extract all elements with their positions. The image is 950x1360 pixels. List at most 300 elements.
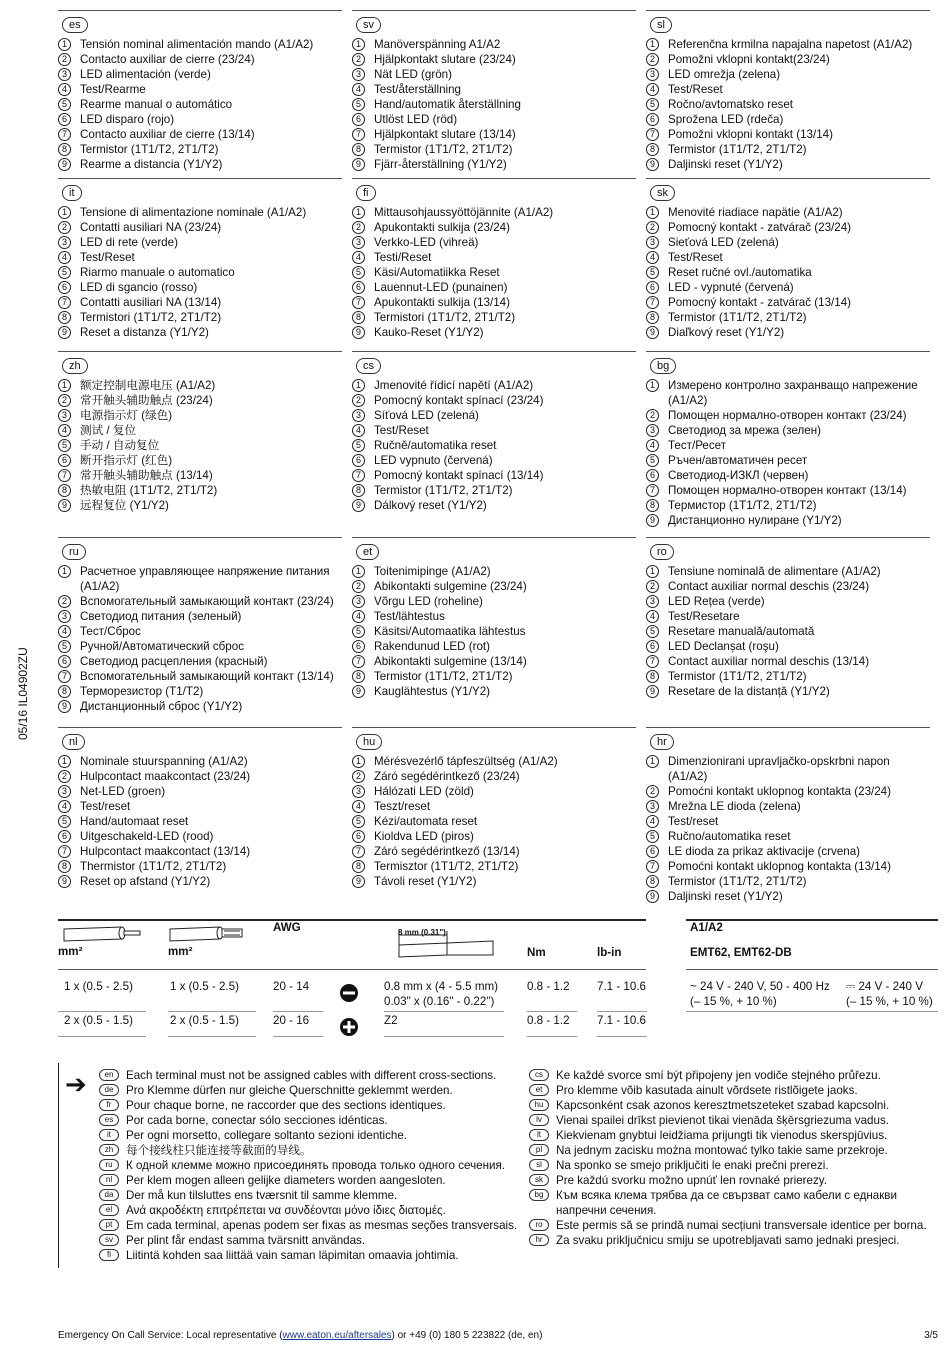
item-label: Светодиод питания (зеленый) xyxy=(80,610,242,623)
item-number: 7 xyxy=(646,860,659,873)
item-number: 1 xyxy=(352,755,365,768)
language-badge: ro xyxy=(650,544,674,560)
legend-item xyxy=(352,325,636,340)
item-number: 6 xyxy=(352,640,365,653)
item-number: 8 xyxy=(646,311,659,324)
language-badge: bg xyxy=(650,358,676,374)
item-number: 6 xyxy=(352,830,365,843)
legend-item xyxy=(58,784,342,799)
language-badge: et xyxy=(356,544,379,560)
legend-item xyxy=(352,280,636,295)
legend-item xyxy=(58,67,342,82)
item-label: LED di rete (verde) xyxy=(80,236,178,249)
item-label: Tensión nominal alimentación mando (A1/A2) xyxy=(80,38,314,51)
item-number: 9 xyxy=(352,685,365,698)
item-label: Daljinski reset (Y1/Y2) xyxy=(668,158,783,171)
legend-item xyxy=(58,393,342,408)
item-number: 2 xyxy=(646,53,659,66)
note-lang-badge: fi xyxy=(99,1249,119,1261)
notes-left-column xyxy=(99,1068,529,1263)
item-number: 6 xyxy=(646,281,659,294)
language-badge: ru xyxy=(62,544,86,560)
item-label: Contact auxiliar normal deschis (13/14) xyxy=(668,655,870,668)
item-number: 8 xyxy=(58,685,71,698)
item-number: 8 xyxy=(58,484,71,497)
language-badge: nl xyxy=(62,734,85,750)
cross-section-notes xyxy=(58,1063,938,1268)
item-number: 1 xyxy=(58,38,71,51)
language-badge: hr xyxy=(650,734,674,750)
note-lang-badge: cs xyxy=(529,1069,549,1081)
note-line xyxy=(529,1083,939,1098)
note-line xyxy=(529,1173,939,1188)
note-line xyxy=(529,1068,939,1083)
legend-item xyxy=(352,37,636,52)
item-number: 5 xyxy=(352,625,365,638)
item-number: 2 xyxy=(646,221,659,234)
item-label: Tensiune nominală de alimentare (A1/A2) xyxy=(668,565,881,578)
item-number: 5 xyxy=(58,815,71,828)
col2-unit: mm² xyxy=(168,945,193,958)
legend-item xyxy=(352,295,636,310)
aftersales-link[interactable]: www.eaton.eu/aftersales xyxy=(282,1330,392,1341)
item-label: Távoli reset (Y1/Y2) xyxy=(374,875,477,888)
item-number: 6 xyxy=(58,113,71,126)
item-label: LED di sgancio (rosso) xyxy=(80,281,198,294)
legend-item xyxy=(646,594,930,609)
item-label: Termisztor (1T1/T2, 2T1/T2) xyxy=(374,860,519,873)
legend-item xyxy=(58,280,342,295)
notes-right-column xyxy=(529,1068,939,1248)
language-legend-grid xyxy=(58,10,940,903)
item-label: Käsitsi/Automaatika lähtestus xyxy=(374,625,526,638)
item-number: 4 xyxy=(58,424,71,437)
item-label: Contacto auxiliar de cierre (23/24) xyxy=(80,53,255,66)
item-label: LED - vypnuté (červená) xyxy=(668,281,794,294)
legend-item xyxy=(58,265,342,280)
item-number: 1 xyxy=(352,379,365,392)
item-label: Тест/Ресет xyxy=(668,439,727,452)
legend-item xyxy=(646,52,930,67)
item-number: 4 xyxy=(646,83,659,96)
note-text: Liitintä kohden saa liittää vain saman läpimitan omaavia johtimia. xyxy=(126,1249,459,1262)
legend-item xyxy=(58,310,342,325)
item-number: 1 xyxy=(58,206,71,219)
legend-item xyxy=(352,498,636,513)
legend-item xyxy=(58,483,342,498)
item-label: 额定控制电源电压 (A1/A2) xyxy=(80,379,216,392)
item-label: Ručně/automatika reset xyxy=(374,439,497,452)
note-text: Per klem mogen alleen gelijke diameters worden aangesloten. xyxy=(126,1174,446,1187)
item-number: 1 xyxy=(646,38,659,51)
item-number: 2 xyxy=(58,221,71,234)
legend-block-et xyxy=(352,537,646,727)
legend-item xyxy=(646,513,930,528)
item-number: 1 xyxy=(646,565,659,578)
legend-item xyxy=(352,127,636,142)
item-number: 3 xyxy=(352,595,365,608)
item-label: Термистор (1T1/T2, 2T1/T2) xyxy=(668,499,817,512)
item-label: Mrežna LE dioda (zelena) xyxy=(668,800,801,813)
legend-item xyxy=(646,639,930,654)
note-lang-badge: bg xyxy=(529,1189,549,1201)
item-number: 3 xyxy=(646,800,659,813)
legend-item xyxy=(352,594,636,609)
item-number: 1 xyxy=(58,379,71,392)
item-label: Reset a distanza (Y1/Y2) xyxy=(80,326,209,339)
item-label: Pomožni vklopni kontakt (13/14) xyxy=(668,128,833,141)
note-lang-badge: fr xyxy=(99,1099,119,1111)
item-number: 8 xyxy=(352,311,365,324)
item-number: 8 xyxy=(352,860,365,873)
legend-item xyxy=(58,684,342,699)
item-number: 1 xyxy=(646,379,659,392)
note-lang-badge: lv xyxy=(529,1114,549,1126)
item-number: 7 xyxy=(352,128,365,141)
item-label: Помощен нормално-отворен контакт (13/14) xyxy=(668,484,907,497)
note-line xyxy=(99,1098,529,1113)
item-label: Nät LED (grön) xyxy=(374,68,452,81)
legend-item xyxy=(58,37,342,52)
legend-item xyxy=(58,874,342,889)
legend-item xyxy=(352,814,636,829)
legend-item xyxy=(58,112,342,127)
item-label: LED vypnuto (červená) xyxy=(374,454,493,467)
legend-item xyxy=(646,408,930,423)
item-label: Test/Reset xyxy=(374,424,429,437)
legend-item xyxy=(58,378,342,393)
page-number: 3/5 xyxy=(924,1330,938,1341)
item-number: 1 xyxy=(352,206,365,219)
language-badge: sl xyxy=(650,17,672,33)
item-label: Вспомогательный замыкающий контакт (23/24) xyxy=(80,595,334,608)
legend-item xyxy=(646,814,930,829)
item-label: Võrgu LED (roheline) xyxy=(374,595,483,608)
legend-item xyxy=(58,699,342,714)
note-text: Za svaku priključnicu smiju se upotrebljavati samo jednaki presjeci. xyxy=(556,1234,900,1247)
legend-item xyxy=(58,423,342,438)
note-text: Ke každé svorce smí být připojeny jen vodiče stejného průřezu. xyxy=(556,1069,881,1082)
item-label: Дистанционно нулиране (Y1/Y2) xyxy=(668,514,842,527)
item-number: 8 xyxy=(58,311,71,324)
legend-block-hr xyxy=(646,727,940,903)
item-number: 7 xyxy=(646,296,659,309)
item-label: Termistor (1T1/T2, 2T1/T2) xyxy=(374,143,513,156)
note-line xyxy=(529,1158,939,1173)
item-number: 5 xyxy=(58,266,71,279)
note-line xyxy=(529,1098,939,1113)
language-badge: fi xyxy=(356,185,376,201)
item-label: Termistor (1T1/T2, 2T1/T2) xyxy=(668,670,807,683)
legend-item xyxy=(58,408,342,423)
legend-item xyxy=(352,624,636,639)
item-number: 3 xyxy=(646,68,659,81)
note-text: Na jednym zacisku można montować tylko takie same przekroje. xyxy=(556,1144,888,1157)
item-label: Hjälpkontakt slutare (13/14) xyxy=(374,128,516,141)
legend-item xyxy=(646,423,930,438)
item-number: 9 xyxy=(352,158,365,171)
torque-nm-header: Nm xyxy=(527,946,546,959)
item-label: Contacto auxiliar de cierre (13/14) xyxy=(80,128,255,141)
note-lang-badge: sv xyxy=(99,1234,119,1246)
legend-item xyxy=(58,127,342,142)
item-number: 3 xyxy=(352,68,365,81)
col1-unit: mm² xyxy=(58,945,83,958)
legend-item xyxy=(352,250,636,265)
legend-item xyxy=(646,844,930,859)
item-number: 3 xyxy=(58,610,71,623)
legend-item xyxy=(352,654,636,669)
note-text: Em cada terminal, apenas podem ser fixas as mesmas seções transversais. xyxy=(126,1219,518,1232)
legend-item xyxy=(352,82,636,97)
item-label: Záró segédérintkező (23/24) xyxy=(374,770,520,783)
item-number: 7 xyxy=(352,655,365,668)
item-number: 5 xyxy=(58,98,71,111)
legend-item xyxy=(646,127,930,142)
legend-block-bg xyxy=(646,351,940,537)
note-text: Por cada borne, conectar sólo secciones idénticas. xyxy=(126,1114,388,1127)
item-number: 4 xyxy=(58,251,71,264)
legend-item xyxy=(352,784,636,799)
item-number: 2 xyxy=(58,53,71,66)
legend-item xyxy=(58,295,342,310)
item-label: Záró segédérintkező (13/14) xyxy=(374,845,520,858)
legend-item xyxy=(58,97,342,112)
legend-item xyxy=(352,205,636,220)
legend-item xyxy=(646,142,930,157)
item-label: LED omrežja (zelena) xyxy=(668,68,781,81)
item-label: 常开触头辅助触点 (23/24) xyxy=(80,394,213,407)
item-label: Mérésvezérlő tápfeszültség (A1/A2) xyxy=(374,755,558,768)
legend-item xyxy=(58,250,342,265)
item-label: 测试 / 复位 xyxy=(80,424,137,437)
legend-item xyxy=(58,438,342,453)
legend-item xyxy=(58,669,342,684)
legend-item xyxy=(646,654,930,669)
item-number: 6 xyxy=(646,113,659,126)
row2-lbin: 7.1 - 10.6 xyxy=(597,1014,646,1027)
legend-item xyxy=(352,97,636,112)
legend-item xyxy=(352,157,636,172)
item-label: 常开触头辅助触点 (13/14) xyxy=(80,469,213,482)
item-number: 6 xyxy=(352,454,365,467)
item-label: 远程复位 (Y1/Y2) xyxy=(80,499,169,512)
legend-item xyxy=(646,280,930,295)
item-number: 2 xyxy=(58,770,71,783)
item-label: Termistori (1T1/T2, 2T1/T2) xyxy=(80,311,222,324)
footer-post: ) or +49 (0) 180 5 223822 (de, en) xyxy=(391,1330,543,1341)
item-number: 3 xyxy=(58,236,71,249)
note-text: Este permis să se prindă numai secțiuni transversale identice per borna. xyxy=(556,1219,927,1232)
item-label: 电源指示灯 (绿色) xyxy=(80,409,173,422)
dc-tolerance: (– 15 %, + 10 %) xyxy=(846,995,933,1008)
item-label: Test/Reset xyxy=(668,83,723,96)
legend-block-fi xyxy=(352,178,646,351)
item-number: 5 xyxy=(646,625,659,638)
item-number: 8 xyxy=(352,484,365,497)
legend-item xyxy=(646,220,930,235)
ac-voltage: ~ 24 V - 240 V, 50 - 400 Hz xyxy=(690,980,830,993)
item-label: Termistor (1T1/T2, 2T1/T2) xyxy=(668,143,807,156)
item-label: Contatti ausiliari NA (13/14) xyxy=(80,296,222,309)
item-number: 4 xyxy=(58,83,71,96)
item-number: 2 xyxy=(352,580,365,593)
item-number: 6 xyxy=(646,469,659,482)
legend-item xyxy=(352,579,636,594)
item-label: Termistor (1T1/T2, 2T1/T2) xyxy=(668,311,807,324)
note-lang-badge: ru xyxy=(99,1159,119,1171)
item-label: Riarmo manuale o automatico xyxy=(80,266,235,279)
item-number: 1 xyxy=(352,38,365,51)
item-number: 5 xyxy=(352,815,365,828)
legend-item xyxy=(352,468,636,483)
item-label: Pomocný kontakt spínací (13/14) xyxy=(374,469,544,482)
legend-item xyxy=(58,624,342,639)
note-line xyxy=(529,1143,939,1158)
note-text: Ανά ακροδέκτη επιτρέπεται να συνδέονται μόνο ίδιες διατομές. xyxy=(126,1204,446,1217)
item-number: 7 xyxy=(58,128,71,141)
row1-awg: 20 - 14 xyxy=(273,980,310,993)
legend-row xyxy=(58,537,940,727)
item-number: 9 xyxy=(352,326,365,339)
legend-item xyxy=(58,844,342,859)
note-text: Pre každú svorku možno upnúť len rovnaké prierezy. xyxy=(556,1174,827,1187)
legend-item xyxy=(352,142,636,157)
legend-item xyxy=(58,654,342,669)
item-label: 手动 / 自动复位 xyxy=(80,439,160,452)
legend-item xyxy=(646,784,930,799)
item-number: 1 xyxy=(352,565,365,578)
strip-length: 8 mm (0.31") xyxy=(398,928,446,937)
note-line xyxy=(99,1083,529,1098)
item-label: Помощен нормално-отворен контакт (23/24) xyxy=(668,409,907,422)
item-label: LED alimentación (verde) xyxy=(80,68,211,81)
row1-screw: 0.8 mm x (4 - 5.5 mm) xyxy=(384,980,499,993)
legend-item xyxy=(646,829,930,844)
legend-block-sk xyxy=(646,178,940,351)
note-lang-badge: sk xyxy=(529,1174,549,1186)
note-lang-badge: nl xyxy=(99,1174,119,1186)
item-label: Sprožena LED (rdeča) xyxy=(668,113,784,126)
legend-item xyxy=(646,250,930,265)
item-label: Test/Resetare xyxy=(668,610,740,623)
row1-solid: 1 x (0.5 - 2.5) xyxy=(64,980,133,993)
legend-item xyxy=(646,609,930,624)
torque-lbin-header: lb-in xyxy=(597,946,622,959)
legend-block-ru xyxy=(58,537,352,727)
legend-item xyxy=(58,235,342,250)
item-number: 9 xyxy=(352,875,365,888)
item-number: 2 xyxy=(58,595,71,608)
item-label: Sieťová LED (zelená) xyxy=(668,236,779,249)
note-lang-badge: ro xyxy=(529,1219,549,1231)
legend-item xyxy=(352,112,636,127)
item-number: 8 xyxy=(58,860,71,873)
item-label: Pomožni vklopni kontakt(23/24) xyxy=(668,53,830,66)
legend-block-cs xyxy=(352,351,646,537)
item-label: Abikontakti sulgemine (13/14) xyxy=(374,655,527,668)
note-line xyxy=(99,1128,529,1143)
phillips-screwdriver-icon xyxy=(339,1017,359,1037)
document-code: 05/16 IL04902ZU xyxy=(16,647,30,740)
note-text: Kapcsonként csak azonos keresztmetszeteket szabad kapcsolni. xyxy=(556,1099,890,1112)
item-label: 断开指示灯 (红色) xyxy=(80,454,173,467)
item-label: Verkko-LED (vihreä) xyxy=(374,236,479,249)
item-number: 5 xyxy=(646,454,659,467)
item-number: 5 xyxy=(646,98,659,111)
item-label: Termistor (1T1/T2, 2T1/T2) xyxy=(668,875,807,888)
item-label: Dimenzionirani upravljačko-opskrbni napon (A1/A2) xyxy=(668,755,890,783)
item-label: Тест/Сброс xyxy=(80,625,141,638)
legend-item xyxy=(646,483,930,498)
legend-item xyxy=(352,67,636,82)
legend-item xyxy=(646,205,930,220)
item-number: 7 xyxy=(58,845,71,858)
item-number: 2 xyxy=(646,785,659,798)
item-label: Светодиод-ИЗКЛ (червен) xyxy=(668,469,809,482)
item-label: Rearme a distancia (Y1/Y2) xyxy=(80,158,223,171)
item-number: 5 xyxy=(58,439,71,452)
item-label: Ръчен/автоматичен ресет xyxy=(668,454,808,467)
flat-screwdriver-icon xyxy=(339,983,359,1003)
item-label: Вспомогательный замыкающий контакт (13/14) xyxy=(80,670,334,683)
stranded-wire-icon xyxy=(168,923,248,945)
item-number: 3 xyxy=(58,68,71,81)
item-label: Ručno/automatika reset xyxy=(668,830,791,843)
note-lang-badge: de xyxy=(99,1084,119,1096)
item-label: Reset op afstand (Y1/Y2) xyxy=(80,875,211,888)
legend-item xyxy=(352,844,636,859)
item-label: LED Declanșat (roşu) xyxy=(668,640,779,653)
legend-item xyxy=(352,393,636,408)
item-label: Test/återställning xyxy=(374,83,461,96)
row1-stranded: 1 x (0.5 - 2.5) xyxy=(170,980,239,993)
item-label: Test/Reset xyxy=(668,251,723,264)
note-lang-badge: sl xyxy=(529,1159,549,1171)
item-number: 9 xyxy=(646,685,659,698)
legend-item xyxy=(352,669,636,684)
item-label: Jmenovité řídicí napětí (A1/A2) xyxy=(374,379,534,392)
row1-lbin: 7.1 - 10.6 xyxy=(597,980,646,993)
legend-item xyxy=(352,769,636,784)
legend-item xyxy=(646,97,930,112)
ac-tolerance: (– 15 %, + 10 %) xyxy=(690,995,777,1008)
item-number: 8 xyxy=(352,143,365,156)
item-number: 2 xyxy=(646,580,659,593)
item-label: Contact auxiliar normal deschis (23/24) xyxy=(668,580,870,593)
item-label: Tensione di alimentazione nominale (A1/A2) xyxy=(80,206,307,219)
legend-item xyxy=(352,829,636,844)
item-number: 4 xyxy=(58,800,71,813)
legend-item xyxy=(352,423,636,438)
legend-item xyxy=(58,829,342,844)
item-number: 2 xyxy=(352,221,365,234)
item-number: 1 xyxy=(58,565,71,578)
item-number: 4 xyxy=(352,800,365,813)
item-number: 7 xyxy=(352,845,365,858)
item-number: 7 xyxy=(58,469,71,482)
item-label: LE dioda za prikaz aktivacije (crvena) xyxy=(668,845,861,858)
note-lang-badge: et xyxy=(529,1084,549,1096)
legend-item xyxy=(58,82,342,97)
legend-item xyxy=(646,859,930,874)
item-label: Hálózati LED (zöld) xyxy=(374,785,474,798)
language-badge: cs xyxy=(356,358,381,374)
note-line xyxy=(529,1218,939,1233)
row1-nm: 0.8 - 1.2 xyxy=(527,980,570,993)
note-lang-badge: lt xyxy=(529,1129,549,1141)
row2-screw: Z2 xyxy=(384,1014,398,1027)
